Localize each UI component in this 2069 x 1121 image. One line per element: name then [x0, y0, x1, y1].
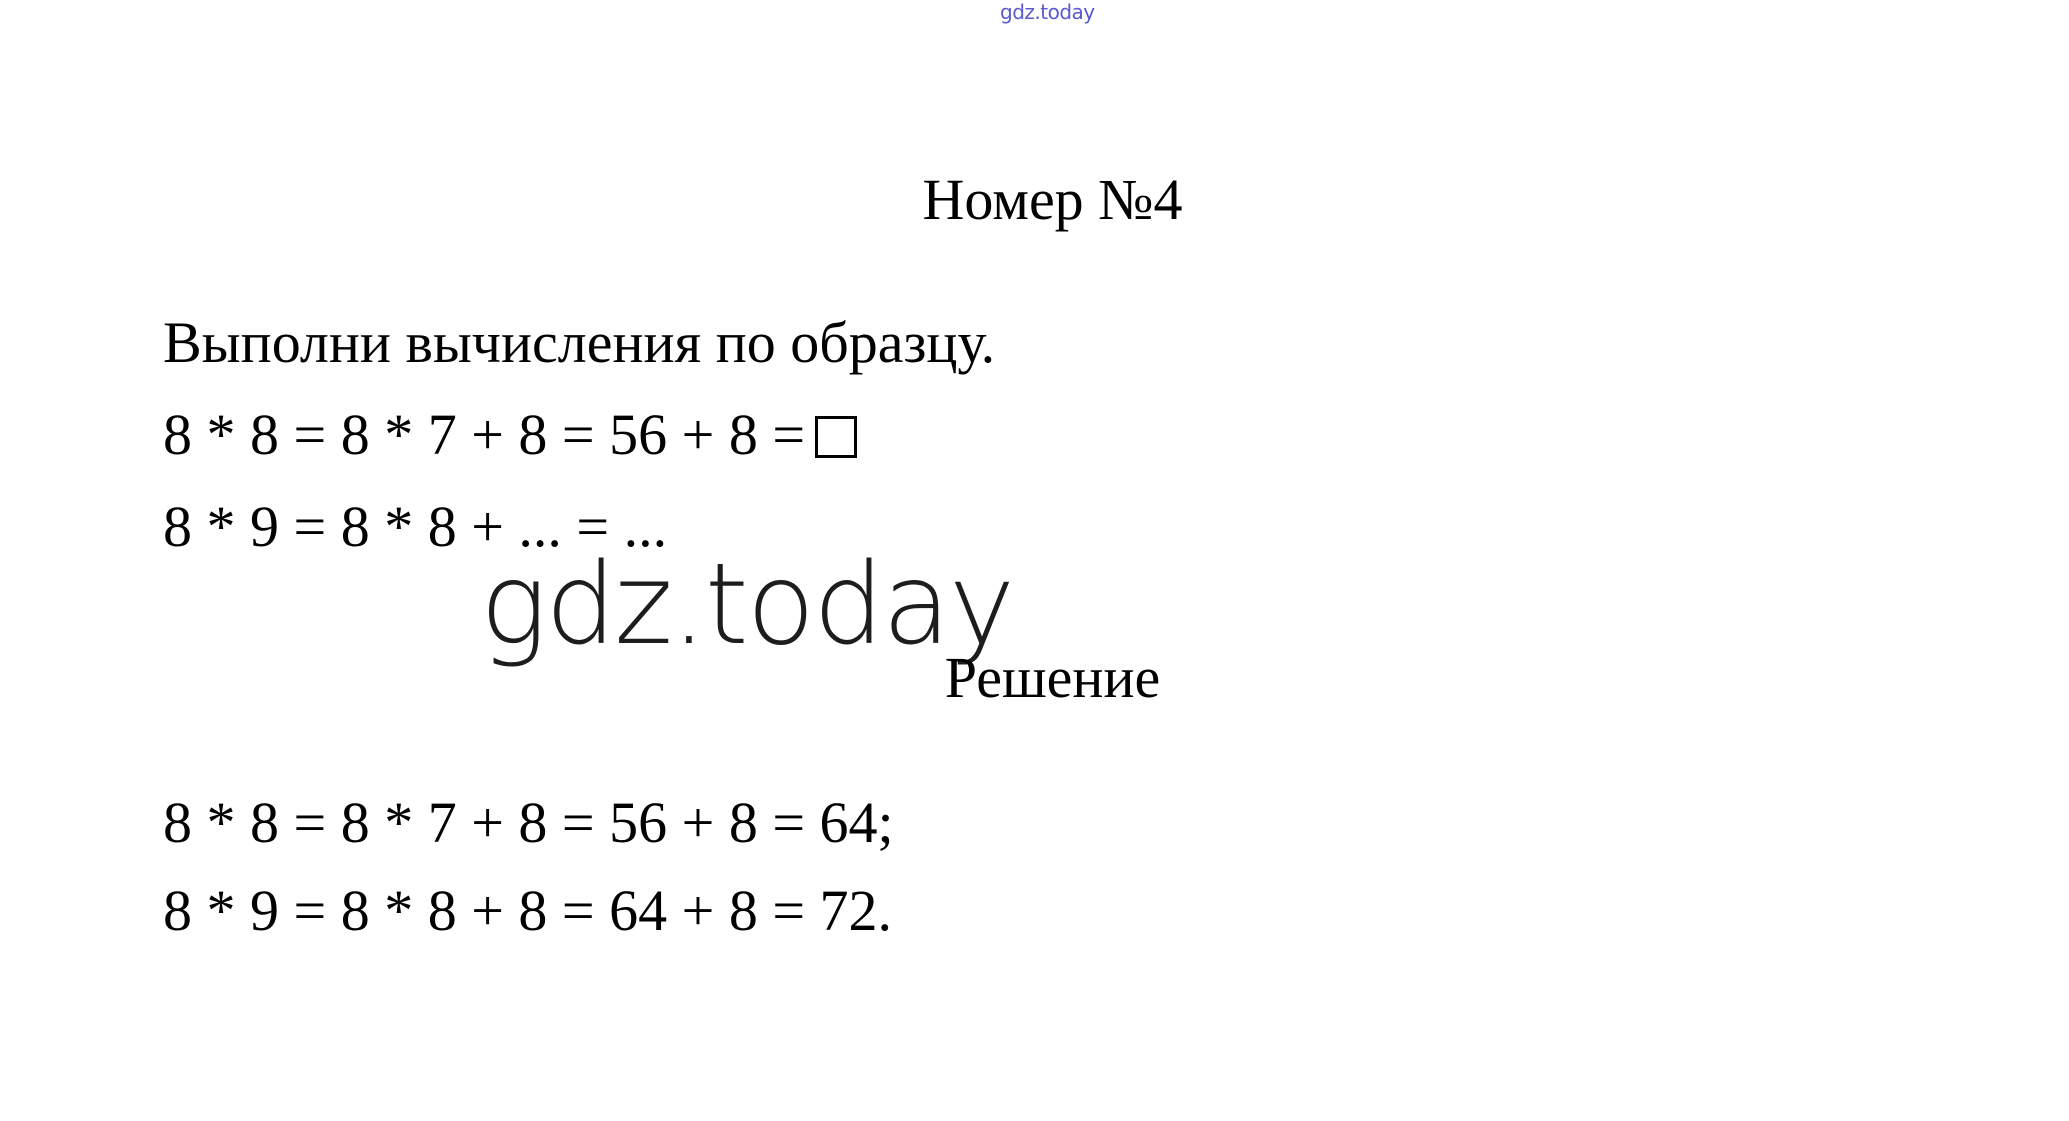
- page-title: Номер №4: [922, 167, 1183, 232]
- solution-title: Решение: [944, 645, 1161, 710]
- example-line-2: 8 * 9 = 8 * 8 + ... = ...: [163, 494, 668, 559]
- center-watermark: gdz.today: [480, 540, 1014, 670]
- empty-answer-box: [815, 416, 857, 458]
- example-line-1: [163, 400, 857, 470]
- example-line-1-text: 8 * 8 = 8 * 7 + 8 = 56 + 8 =: [163, 402, 806, 467]
- solution-line-1: 8 * 8 = 8 * 7 + 8 = 56 + 8 = 64;: [163, 790, 894, 855]
- solution-line-2: 8 * 9 = 8 * 8 + 8 = 64 + 8 = 72.: [163, 878, 893, 943]
- top-watermark: gdz.today: [1000, 0, 1095, 24]
- task-instruction: Выполни вычисления по образцу.: [163, 310, 996, 375]
